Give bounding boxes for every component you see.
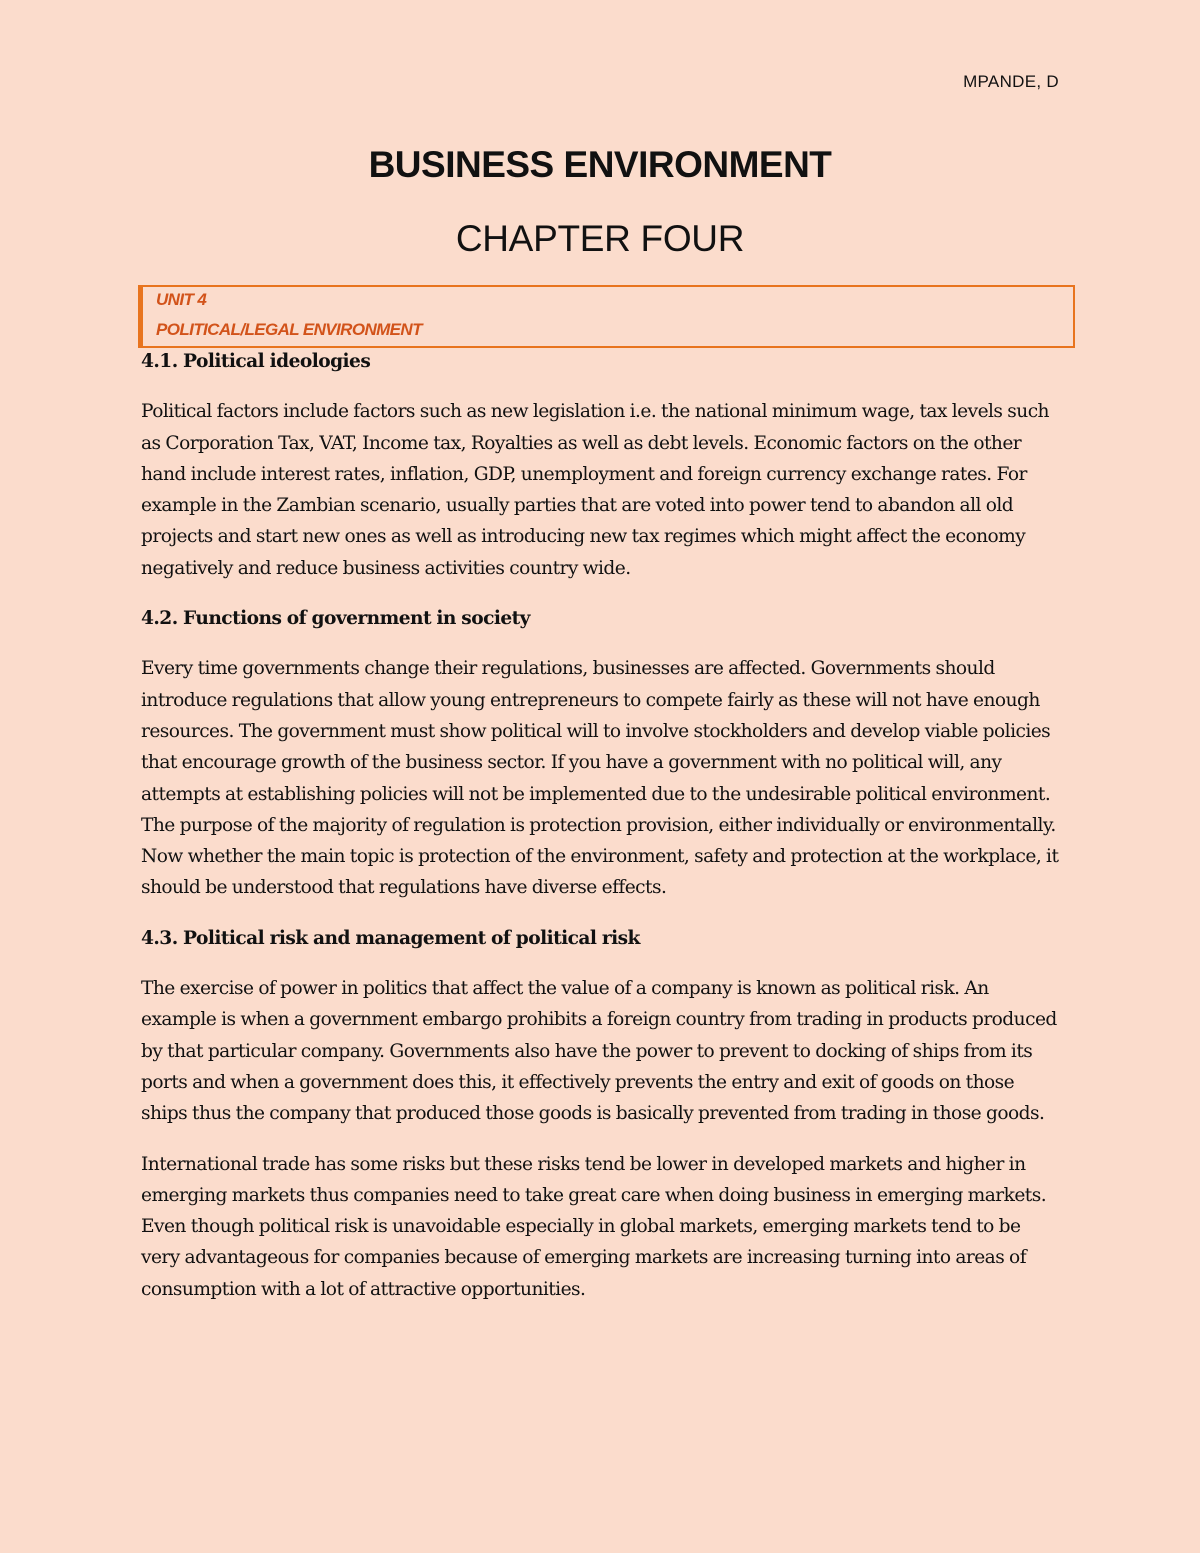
section-heading: 4.1. Political ideologies <box>141 351 371 372</box>
paragraph: The exercise of power in politics that affect the value of a company is known as political risk. An example is when a government embargo prohibits a foreign country from trading in products produced by that particular company. Governments also have the power to prevent to docking of ships from its ports and when a government does this, it effectively prevents the entry and exit of goods on those ships thus the company that produced those goods is basically prevented from trading in those goods. <box>141 978 1057 1125</box>
section-political-risk <box>141 923 1063 1305</box>
author-header: MPANDE, D <box>963 72 1059 91</box>
unit-number: UNIT 4 <box>156 290 207 309</box>
paragraph: International trade has some risks but these risks tend be lower in developed markets and higher in emerging markets thus companies need to take great care when doing business in emerging markets. Even though political risk is unavoidable especially in global markets, emerging markets tend to be very advantageous for companies because of emerging markets are increasing turning into areas of consumption with a lot of attractive opportunities. <box>141 1153 1047 1300</box>
chapter-title: CHAPTER FOUR <box>455 218 745 259</box>
section-functions-of-government <box>141 603 1063 904</box>
unit-name: POLITICAL/LEGAL ENVIRONMENT <box>156 320 422 339</box>
section-heading: 4.3. Political risk and management of political risk <box>141 927 640 949</box>
paragraph: Every time governments change their regulations, businesses are affected. Governments should introduce regulations that allow young entrepreneurs to compete fairly as these will not have enough resources. The government must show political will to involve stockholders and develop viable policies that encourage growth of the business sector. If you have a government with no political will, any attempts at establishing policies will not be implemented due to the undesirable political environment. The purpose of the majority of regulation is protection provision, either individually or environmentally. Now whether the main topic is protection of the environment, safety and protection at the workplace, it should be understood that regulations have diverse effects. <box>141 658 1059 899</box>
document-title: BUSINESS ENVIRONMENT <box>368 144 832 185</box>
paragraph: Political factors include factors such as new legislation i.e. the national minimum wage, tax levels such as Corporation Tax, VAT, Income tax, Royalties as well as debt levels. Economic factors on the other hand include interest rates, inflation, GDP, unemployment and foreign currency exchange rates. For example in the Zambian scenario, usually parties that are voted into power tend to abandon all old projects and start new ones as well as introducing new tax regimes which might affect the economy negatively and reduce business activities country wide. <box>141 401 1049 579</box>
section-political-ideologies <box>141 346 1063 584</box>
unit-box <box>138 285 1075 348</box>
document-body <box>141 346 1063 1324</box>
section-heading: 4.2. Functions of government in society <box>141 608 530 630</box>
